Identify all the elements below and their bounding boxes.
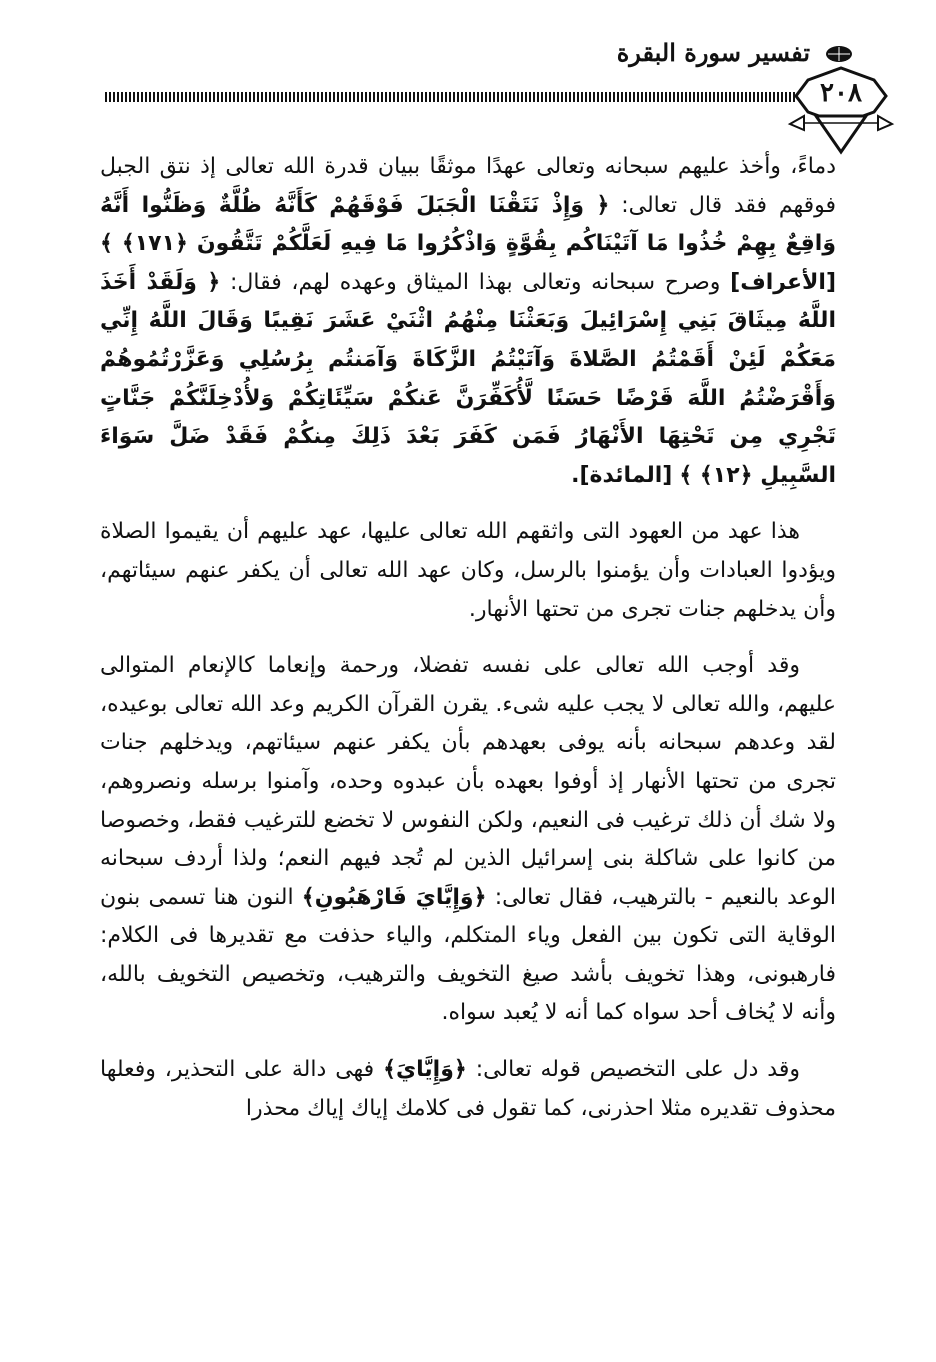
paragraph [100, 1051, 836, 1128]
quran-verse: ﴿وَإِيَّايَ﴾ [383, 1057, 467, 1083]
page-number: ٢٠٨ [820, 78, 862, 108]
text-run: وصرح سبحانه وتعالى بهذا الميثاق وعهده لهم، فقال: [229, 269, 721, 295]
paragraph [100, 148, 836, 495]
text-run: دماءً، وأخذ عليهم سبحانه وتعالى عهدًا موثقًا ببيان قدرة الله تعالى إذ نتق الجبل فوقهم فقد قال تعالى: [100, 154, 837, 218]
body-text [100, 148, 836, 1146]
text-run: وقد أوجب الله تعالى على نفسه تفضلا، ورحمة وإنعاما كالإنعام المتوالى عليهم، والله تعالى لا يجب عليه شىء. يقرن القرآن الكريم وعد الله تعالى بوعيده، لقد وعدهم سبحانه بأنه يوفى بعهدهم بأن يكفر عنهم سيئاتهم، ويدخلهم جنات تجرى من تحتها الأنهار إذ أوفوا بعهده بأن عبدوه وحده، وآمنوا برسله ونصروهم، ولا شك أن ذلك ترغيب فى النعيم، ولكن النفوس لا تخضع للترغيب فقط، وخصوصا من كانوا على شاكلة بنى إسرائيل الذين لم تُجد فيهم النعم؛ ولذا أردف سبحانه الوعد بالنعيم - بالترهيب، فقال تعالى: [100, 653, 836, 910]
paragraph: هذا عهد من العهود التى واثقهم الله تعالى عليها، عهد عليهم أن يقيموا الصلاة ويؤدوا العبادات وأن يؤمنوا بالرسل، وكان عهد الله تعالى أن يكفر عنهم سيئاتهم، وأن يدخلهم جنات تجرى من تحتها الأنهار. [100, 519, 836, 622]
text-run: فهى دالة على التحذير، وفعلها محذوف تقديره مثلا احذرنى، كما تقول فى كلامك إياك إياك محذرا [100, 1057, 836, 1121]
quran-verse: ﴿وَإِيَّايَ فَارْهَبُونِ﴾ [301, 884, 487, 910]
text-run: النون هنا تسمى بنون الوقاية التى تكون بين الفعل وياء المتكلم، والياء حذفت مع تقديرها فى الكلام: فارهبونى، وهذا تخويف بأشد صيغ التخويف والترهيب، وتخصيص التخويف بالله، وأنه لا يُخاف أحد سواه كما أنه لا يُعبد سواه. [100, 884, 836, 1026]
running-title: تفسير سورة البقرة [616, 38, 810, 67]
ornament-icon [824, 44, 854, 64]
sura-reference: [المائدة]. [571, 462, 673, 488]
text-run: وقد دل على التخصيص قوله تعالى: [475, 1057, 800, 1083]
sura-reference: [الأعراف] [730, 269, 836, 295]
header-rule [105, 92, 795, 102]
paragraph [100, 647, 836, 1033]
quran-verse: ﴿ وَإِذْ نَتَقْنَا الْجَبَلَ فَوْقَهُمْ كَأَنَّهُ ظُلَّةٌ وَظَنُّوا أَنَّهُ وَاقِعٌ بِهِمْ خُذُوا مَا آتَيْنَاكُم بِقُوَّةٍ وَاذْكُرُوا مَا فِيهِ لَعَلَّكُمْ تَتَّقُونَ ﴿١٧١﴾ ﴾ [100, 192, 836, 257]
quran-verse: ﴿ وَلَقَدْ أَخَذَ اللَّهُ مِيثَاقَ بَنِي إِسْرَائِيلَ وَبَعَثْنَا مِنْهُمُ اثْنَيْ عَشَرَ نَقِيبًا وَقَالَ اللَّهُ إِنِّي مَعَكُمْ لَئِنْ أَقَمْتُمُ الصَّلاةَ وَآتَيْتُمُ الزَّكَاةَ وَآمَنتُم بِرُسُلِي وَعَزَّرْتُمُوهُمْ وَأَقْرَضْتُمُ اللَّهَ قَرْضًا حَسَنًا لَّأُكَفِّرَنَّ عَنكُمْ سَيِّئَاتِكُمْ وَلأُدْخِلَنَّكُمْ جَنَّاتٍ تَجْرِي مِن تَحْتِهَا الأَنْهَارُ فَمَن كَفَرَ بَعْدَ ذَلِكَ مِنكُمْ فَقَدْ ضَلَّ سَوَاءَ السَّبِيلِ ﴿١٢﴾ ﴾ [100, 269, 836, 488]
